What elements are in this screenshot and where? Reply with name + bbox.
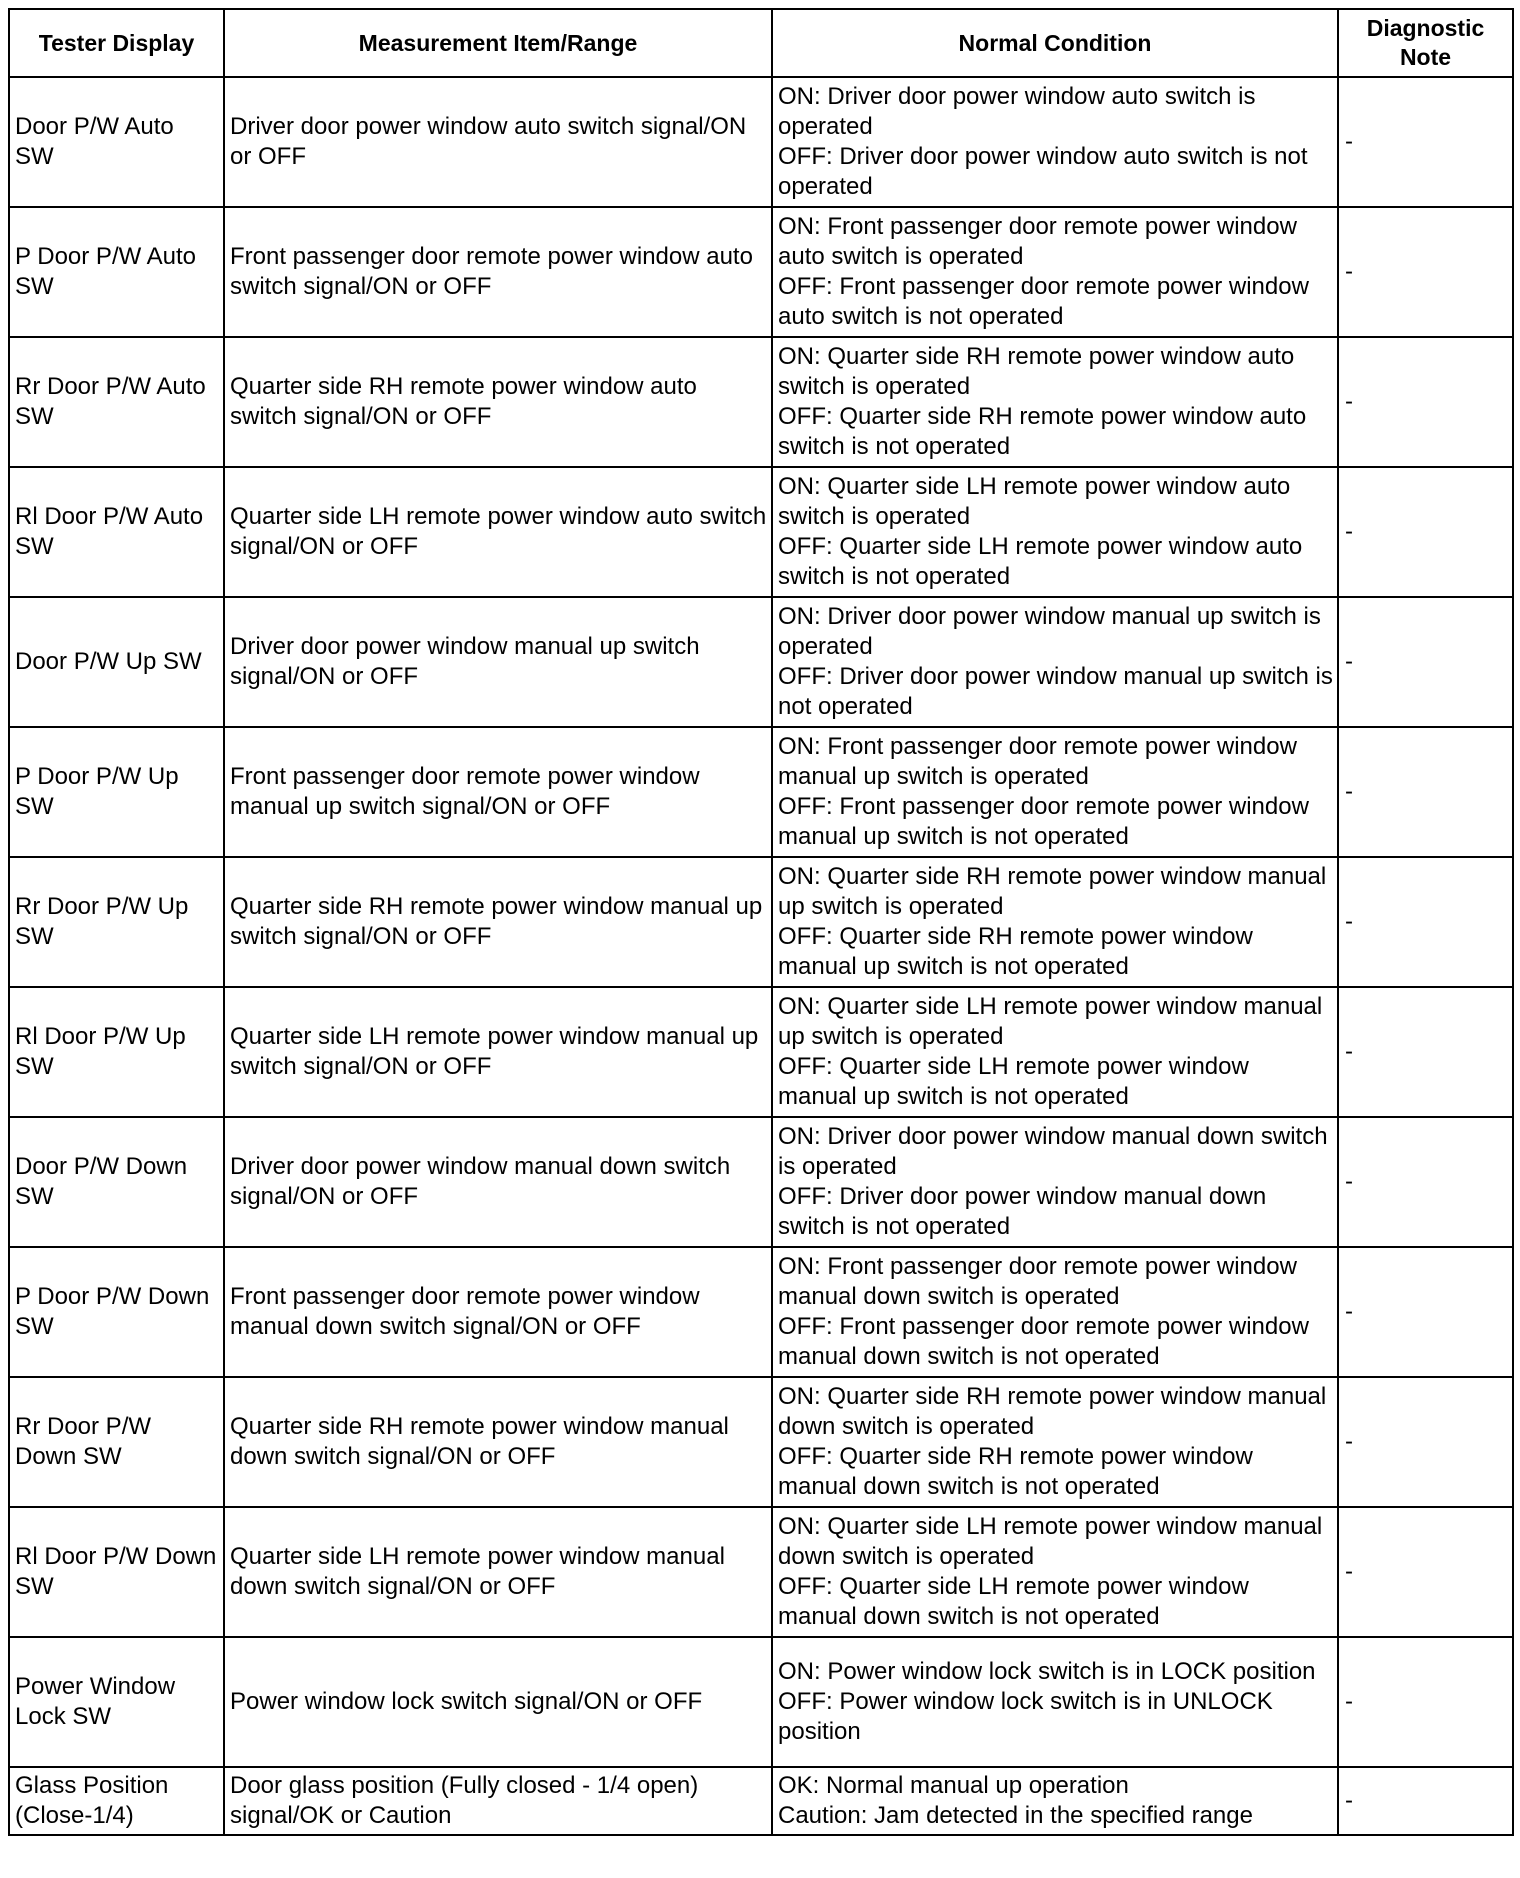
- diagnostic-note-cell: -: [1338, 1637, 1513, 1767]
- normal-condition-cell: [772, 1247, 1338, 1377]
- table-row: [9, 77, 1513, 207]
- table-row: [9, 1247, 1513, 1377]
- measurement-item-cell: Door glass position (Fully closed - 1/4 open) signal/OK or Caution: [224, 1767, 772, 1835]
- table-row: [9, 337, 1513, 467]
- tester-display-cell: Rr Door P/W Up SW: [9, 857, 224, 987]
- condition-on-text: ON: Power window lock switch is in LOCK position: [778, 1658, 1316, 1685]
- condition-off-text: OFF: Power window lock switch is in UNLOCK position: [778, 1688, 1273, 1745]
- table-row: [9, 1377, 1513, 1507]
- tester-display-cell: Rr Door P/W Down SW: [9, 1377, 224, 1507]
- normal-condition-cell: [772, 1377, 1338, 1507]
- condition-on-text: ON: Quarter side LH remote power window manual down switch is operated: [778, 1513, 1323, 1570]
- header-tester-display: Tester Display: [9, 9, 224, 77]
- table-row: [9, 1507, 1513, 1637]
- condition-off-text: OFF: Quarter side LH remote power window manual down switch is not operated: [778, 1573, 1249, 1630]
- condition-on-text: ON: Front passenger door remote power window auto switch is operated: [778, 213, 1297, 270]
- condition-off-text: OFF: Quarter side LH remote power window manual up switch is not operated: [778, 1053, 1249, 1110]
- condition-off-text: OFF: Quarter side RH remote power window manual down switch is not operated: [778, 1443, 1253, 1500]
- normal-condition-cell: [772, 207, 1338, 337]
- tester-display-cell: Door P/W Down SW: [9, 1117, 224, 1247]
- diagnostic-note-cell: -: [1338, 1247, 1513, 1377]
- diagnostic-note-cell: -: [1338, 467, 1513, 597]
- tester-display-cell: Rl Door P/W Auto SW: [9, 467, 224, 597]
- measurement-item-cell: Quarter side LH remote power window auto switch signal/ON or OFF: [224, 467, 772, 597]
- tester-display-cell: Door P/W Auto SW: [9, 77, 224, 207]
- tester-display-cell: Door P/W Up SW: [9, 597, 224, 727]
- measurement-item-cell: Quarter side RH remote power window auto switch signal/ON or OFF: [224, 337, 772, 467]
- condition-off-text: OFF: Driver door power window manual down switch is not operated: [778, 1183, 1267, 1240]
- tester-display-cell: Rl Door P/W Down SW: [9, 1507, 224, 1637]
- header-normal-condition: Normal Condition: [772, 9, 1338, 77]
- normal-condition-cell: [772, 987, 1338, 1117]
- normal-condition-cell: [772, 337, 1338, 467]
- diagnostic-note-cell: -: [1338, 597, 1513, 727]
- table-row: [9, 857, 1513, 987]
- measurement-item-cell: Quarter side RH remote power window manual down switch signal/ON or OFF: [224, 1377, 772, 1507]
- diagnostic-note-cell: -: [1338, 207, 1513, 337]
- diagnostic-note-cell: -: [1338, 857, 1513, 987]
- condition-on-text: ON: Driver door power window manual down switch is operated: [778, 1123, 1328, 1180]
- tester-display-cell: P Door P/W Down SW: [9, 1247, 224, 1377]
- condition-off-text: OFF: Front passenger door remote power window auto switch is not operated: [778, 273, 1309, 330]
- document-page: [8, 8, 1512, 1836]
- condition-on-text: OK: Normal manual up operation: [778, 1772, 1129, 1799]
- condition-off-text: OFF: Quarter side RH remote power window manual up switch is not operated: [778, 923, 1253, 980]
- table-row: [9, 727, 1513, 857]
- condition-on-text: ON: Driver door power window auto switch is operated: [778, 83, 1256, 140]
- tester-display-cell: Rl Door P/W Up SW: [9, 987, 224, 1117]
- tester-display-cell: Rr Door P/W Auto SW: [9, 337, 224, 467]
- measurement-item-cell: Quarter side LH remote power window manual up switch signal/ON or OFF: [224, 987, 772, 1117]
- table-header-row: [9, 9, 1513, 77]
- diagnostic-note-cell: -: [1338, 77, 1513, 207]
- table-row: [9, 467, 1513, 597]
- table-row: [9, 207, 1513, 337]
- tester-display-cell: Power Window Lock SW: [9, 1637, 224, 1767]
- measurement-item-cell: Driver door power window manual down switch signal/ON or OFF: [224, 1117, 772, 1247]
- condition-on-text: ON: Front passenger door remote power window manual up switch is operated: [778, 733, 1297, 790]
- condition-off-text: OFF: Front passenger door remote power window manual up switch is not operated: [778, 793, 1309, 850]
- table-row: [9, 987, 1513, 1117]
- data-list-table: [8, 8, 1514, 1836]
- measurement-item-cell: Driver door power window manual up switch signal/ON or OFF: [224, 597, 772, 727]
- normal-condition-cell: [772, 1117, 1338, 1247]
- measurement-item-cell: Front passenger door remote power window manual up switch signal/ON or OFF: [224, 727, 772, 857]
- tester-display-cell: Glass Position (Close-1/4): [9, 1767, 224, 1835]
- tester-display-cell: P Door P/W Auto SW: [9, 207, 224, 337]
- diagnostic-note-cell: -: [1338, 1767, 1513, 1835]
- condition-on-text: ON: Quarter side RH remote power window auto switch is operated: [778, 343, 1295, 400]
- diagnostic-note-cell: -: [1338, 1507, 1513, 1637]
- measurement-item-cell: Front passenger door remote power window auto switch signal/ON or OFF: [224, 207, 772, 337]
- measurement-item-cell: Power window lock switch signal/ON or OFF: [224, 1637, 772, 1767]
- table-body: [9, 77, 1513, 1835]
- condition-off-text: OFF: Quarter side RH remote power window auto switch is not operated: [778, 403, 1307, 460]
- measurement-item-cell: Quarter side RH remote power window manual up switch signal/ON or OFF: [224, 857, 772, 987]
- diagnostic-note-cell: -: [1338, 337, 1513, 467]
- table-row: [9, 1117, 1513, 1247]
- normal-condition-cell: [772, 467, 1338, 597]
- condition-on-text: ON: Driver door power window manual up switch is operated: [778, 603, 1321, 660]
- normal-condition-cell: [772, 727, 1338, 857]
- condition-off-text: Caution: Jam detected in the specified range: [778, 1802, 1253, 1829]
- header-measurement-item: Measurement Item/Range: [224, 9, 772, 77]
- measurement-item-cell: Front passenger door remote power window manual down switch signal/ON or OFF: [224, 1247, 772, 1377]
- normal-condition-cell: [772, 77, 1338, 207]
- condition-on-text: ON: Quarter side LH remote power window manual up switch is operated: [778, 993, 1323, 1050]
- normal-condition-cell: [772, 1507, 1338, 1637]
- condition-off-text: OFF: Driver door power window auto switch is not operated: [778, 143, 1308, 200]
- normal-condition-cell: [772, 1767, 1338, 1835]
- diagnostic-note-cell: -: [1338, 1117, 1513, 1247]
- condition-off-text: OFF: Quarter side LH remote power window auto switch is not operated: [778, 533, 1303, 590]
- measurement-item-cell: Quarter side LH remote power window manual down switch signal/ON or OFF: [224, 1507, 772, 1637]
- tester-display-cell: P Door P/W Up SW: [9, 727, 224, 857]
- condition-off-text: OFF: Driver door power window manual up switch is not operated: [778, 663, 1333, 720]
- condition-on-text: ON: Quarter side RH remote power window manual down switch is operated: [778, 1383, 1327, 1440]
- normal-condition-cell: [772, 597, 1338, 727]
- normal-condition-cell: [772, 857, 1338, 987]
- table-row: [9, 1767, 1513, 1835]
- measurement-item-cell: Driver door power window auto switch signal/ON or OFF: [224, 77, 772, 207]
- table-row: [9, 1637, 1513, 1767]
- diagnostic-note-cell: -: [1338, 727, 1513, 857]
- condition-on-text: ON: Front passenger door remote power window manual down switch is operated: [778, 1253, 1297, 1310]
- table-row: [9, 597, 1513, 727]
- condition-on-text: ON: Quarter side LH remote power window auto switch is operated: [778, 473, 1291, 530]
- header-diagnostic-note: Diagnostic Note: [1338, 9, 1513, 77]
- normal-condition-cell: [772, 1637, 1338, 1767]
- diagnostic-note-cell: -: [1338, 987, 1513, 1117]
- diagnostic-note-cell: -: [1338, 1377, 1513, 1507]
- condition-off-text: OFF: Front passenger door remote power window manual down switch is not operated: [778, 1313, 1309, 1370]
- condition-on-text: ON: Quarter side RH remote power window manual up switch is operated: [778, 863, 1327, 920]
